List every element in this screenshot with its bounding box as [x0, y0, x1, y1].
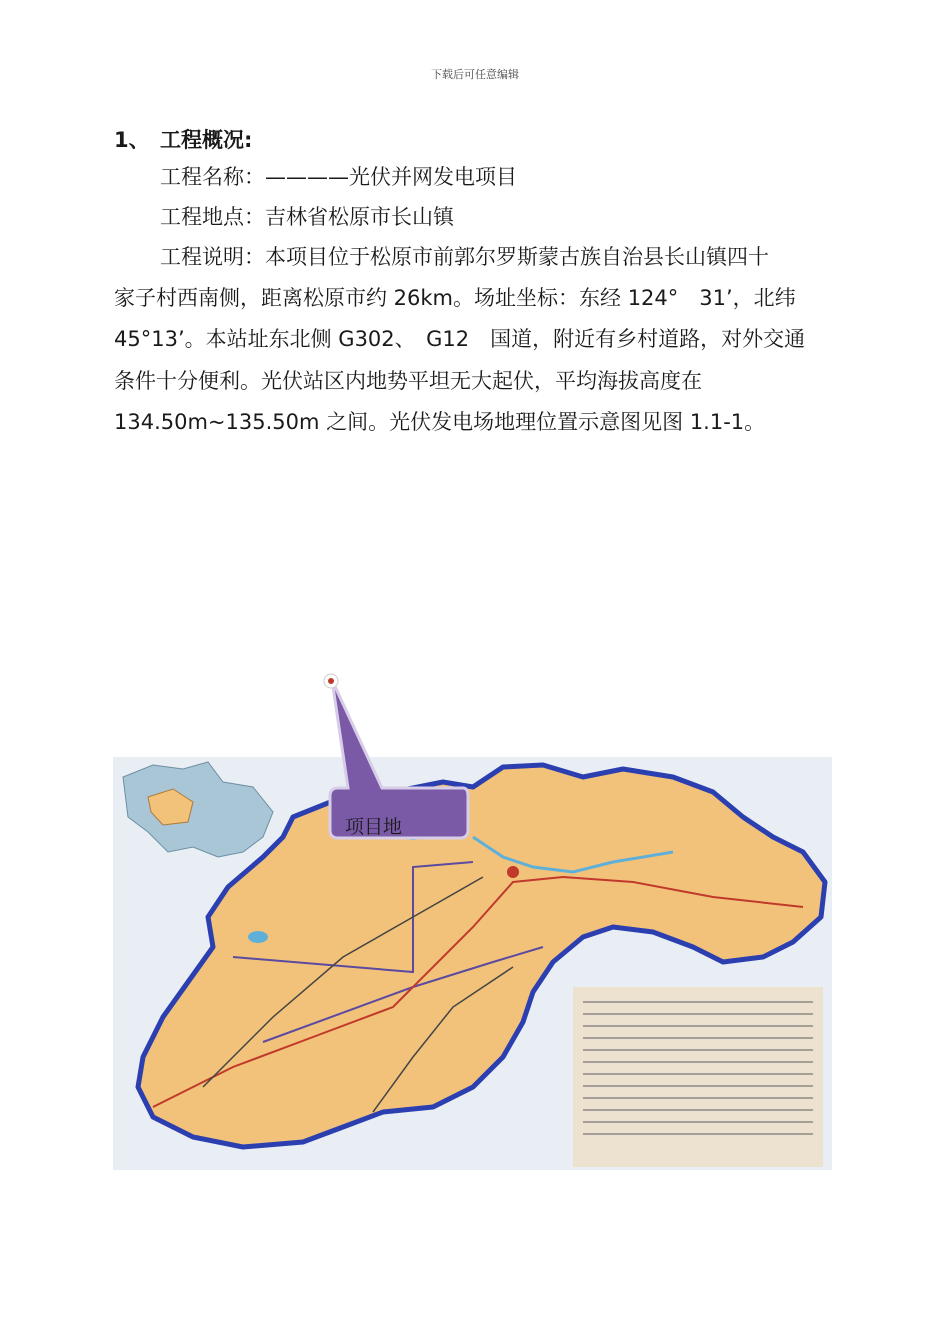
- section-heading: [114, 124, 252, 154]
- project-desc-line-5: 134.50m~135.50m 之间。光伏发电场地理位置示意图见图 1.1-1。: [114, 410, 766, 434]
- project-location-line: 工程地点：吉林省松原市长山镇: [160, 205, 454, 229]
- project-desc-line-1: 工程说明：本项目位于松原市前郭尔罗斯蒙古族自治县长山镇四十: [160, 245, 769, 269]
- callout-label: 项目地: [345, 816, 403, 838]
- page-header: 下载后可任意编辑: [431, 68, 519, 81]
- project-desc-line-2: 家子村西南侧，距离松原市约 26km。场址坐标：东经 124° 31’，北纬: [114, 286, 796, 310]
- section-title: 工程概况:: [160, 128, 253, 152]
- section-number: 1、: [114, 128, 150, 152]
- project-name-line: 工程名称：————光伏并网发电项目: [160, 165, 517, 189]
- project-desc-line-4: 条件十分便利。光伏站区内地势平坦无大起伏，平均海拔高度在: [114, 369, 702, 393]
- project-desc-line-3: 45°13’。本站址东北侧 G302、 G12 国道，附近有乡村道路，对外交通: [114, 327, 806, 351]
